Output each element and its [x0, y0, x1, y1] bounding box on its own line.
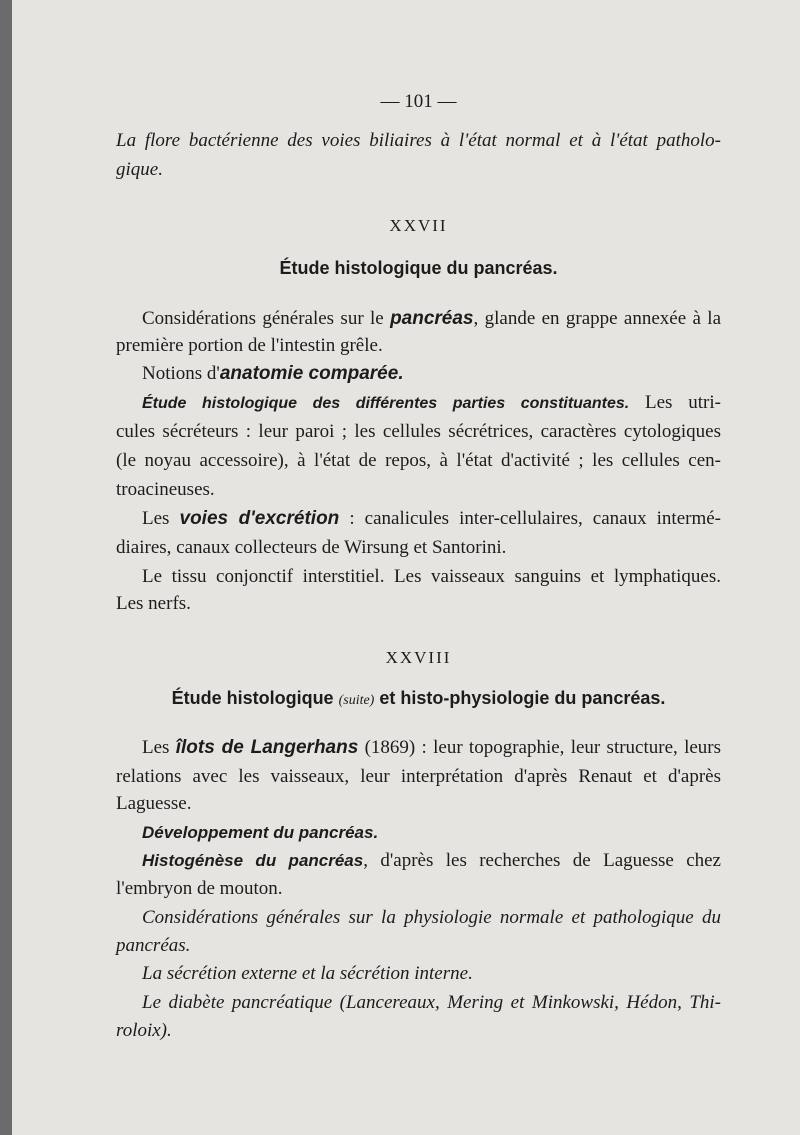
- intro-line-2: gique.: [116, 159, 163, 180]
- s28-paragraph-2: Développement du pancréas.: [142, 823, 379, 842]
- intro-line-1: La flore bactérienne des voies biliaires à l'état normal et à l'état patholo-: [116, 130, 721, 151]
- s27-paragraph-3-line-3: (le noyau accessoire), à l'état de repos, à l'état d'activité ; les cellules cen-: [116, 450, 721, 471]
- s27-paragraph-4: Les voies d'excrétion : canalicules inter-cellulaires, canaux intermé-: [142, 508, 721, 529]
- s27-paragraph-3: Étude histologique des différentes parties constituantes. Les utri-: [142, 392, 721, 413]
- s27-paragraph-4-line-2: diaires, canaux collecteurs de Wirsung et Santorini.: [116, 537, 507, 558]
- s28-paragraph-4: Considérations générales sur la physiologie normale et pathologique du: [142, 907, 721, 928]
- s28-paragraph-4-line-2: pancréas.: [116, 935, 191, 956]
- s27-paragraph-1: Considérations générales sur le pancréas, glande en grappe annexée à la: [142, 308, 722, 329]
- s27-paragraph-3-line-4: troacineuses.: [116, 479, 215, 500]
- section-27-title: Étude histologique du pancréas.: [279, 258, 558, 278]
- s27-paragraph-3-line-2: cules sécréteurs : leur paroi ; les cellules sécrétrices, caractères cytologiques: [116, 421, 721, 442]
- s28-paragraph-6: Le diabète pancréatique (Lancereaux, Mering et Minkowski, Hédon, Thi-: [142, 992, 721, 1013]
- s28-paragraph-3: Histogénèse du pancréas, d'après les recherches de Laguesse chez: [142, 850, 721, 871]
- s28-paragraph-1-line-3: Laguesse.: [116, 793, 192, 814]
- s27-paragraph-5: Le tissu conjonctif interstitiel. Les vaisseaux sanguins et lymphatiques.: [142, 566, 721, 587]
- s27-paragraph-5-line-2: Les nerfs.: [116, 593, 191, 614]
- s28-paragraph-1: Les îlots de Langerhans (1869) : leur topographie, leur structure, leurs: [142, 737, 721, 758]
- section-27-number: XXVII: [389, 216, 448, 235]
- s27-paragraph-1-line-2: première portion de l'intestin grêle.: [116, 335, 383, 356]
- section-28-number: XXVIII: [385, 648, 452, 667]
- s28-paragraph-6-line-2: roloix).: [116, 1020, 172, 1041]
- page-number: — 101 —: [380, 91, 457, 112]
- s28-paragraph-1-line-2: relations avec les vaisseaux, leur interprétation d'après Renaut et d'après: [116, 766, 721, 787]
- document-page: [12, 0, 800, 1135]
- s28-paragraph-5: La sécrétion externe et la sécrétion interne.: [142, 963, 473, 984]
- section-28-title: Étude histologique (suite) et histo-physiologie du pancréas.: [171, 688, 666, 708]
- s28-paragraph-3-line-2: l'embryon de mouton.: [116, 878, 283, 899]
- s27-paragraph-2: Notions d'anatomie comparée.: [142, 363, 404, 384]
